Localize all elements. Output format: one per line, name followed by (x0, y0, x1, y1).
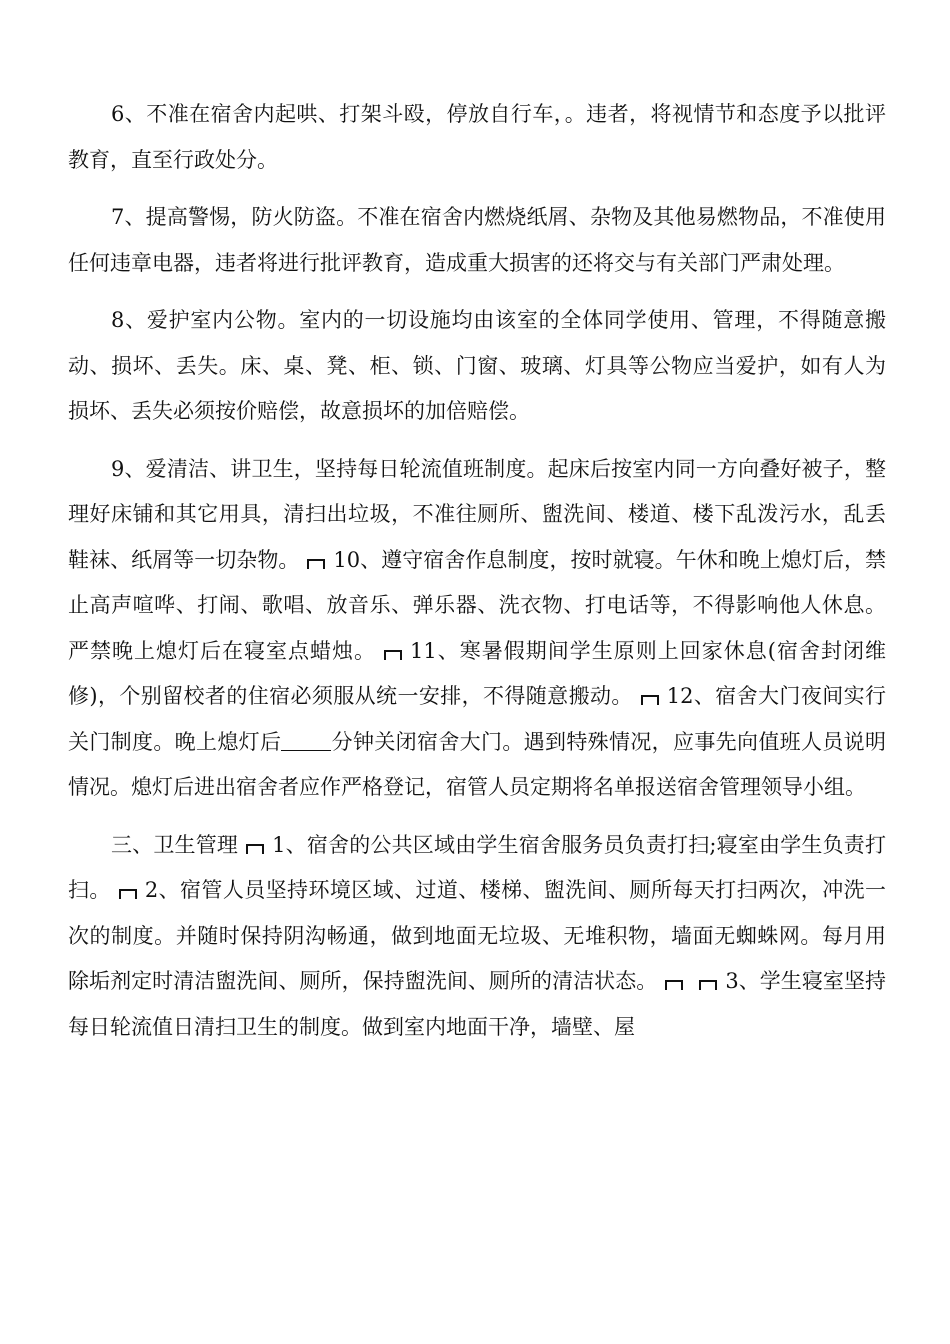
section-3-item-2: 2、宿管人员坚持环境区域、过道、楼梯、盥洗间、厕所每天打扫两次，冲洗一次的制度。并随时保持阴沟畅通，做到地面无垃圾、无堆积物，墙面无蜘蛛网。每月用除垢剂定时清洁盥洗间、厕所，保持盥洗间、厕所的清洁状态。 (68, 878, 887, 993)
rule-12-text-b: 分钟关闭宿舍大门。遇到特殊情况，应事先向值班人员说明情况。熄灯后进出宿舍者应作严格登记，宿管人员定期将名单报送宿舍管理领导小组。 (68, 729, 887, 799)
paragraph-mark-icon (382, 650, 404, 660)
paragraph-section-3 (68, 823, 886, 1051)
rule-12-text-a: 12、宿舍大门夜间实行关门制度。晚上熄灯后 (68, 684, 886, 754)
paragraph-mark-icon (697, 980, 719, 990)
paragraph-rule-7: 7、提高警惕，防火防盗。不准在宿舍内燃烧纸屑、杂物及其他易燃物品，不准使用任何违章电器，违者将进行批评教育，造成重大损害的还将交与有关部门严肃处理。 (68, 205, 886, 275)
rule-9-text: 9、爱清洁、讲卫生，坚持每日轮流值班制度。起床后按室内同一方向叠好被子，整理好床铺和其它用具，清扫出垃圾，不准往厕所、盥洗间、楼道、楼下乱泼污水，乱丢鞋袜、纸屑等一切杂物。 (68, 456, 886, 572)
paragraph-mark-icon (639, 695, 661, 705)
paragraph-rules-9-12 (68, 447, 886, 811)
paragraph-mark-icon (244, 844, 266, 854)
fill-in-blank (281, 732, 331, 751)
rule-10-text: 10、遵守宿舍作息制度，按时就寝。午休和晚上熄灯后，禁止高声喧哗、打闹、歌唱、放音乐、弹乐器、洗衣物、打电话等，不得影响他人休息。严禁晚上熄灯后在寝室点蜡烛。 (68, 547, 886, 663)
paragraph-rule-6: 6、不准在宿舍内起哄、打架斗殴，停放自行车，。违者，将视情节和态度予以批评教育，直至行政处分。 (68, 102, 886, 172)
section-3-item-1: 1、宿舍的公共区域由学生宿舍服务员负责打扫;寝室由学生负责打扫。 (68, 832, 886, 902)
paragraph-mark-icon (663, 980, 685, 990)
rule-11-text: 11、寒暑假期间学生原则上回家休息(宿舍封闭维修)，个别留校者的住宿必须服从统一安排，不得随意搬动。 (68, 638, 886, 708)
section-3-item-3: 3、学生寝室坚持每日轮流值日清扫卫生的制度。做到室内地面干净，墙壁、屋 (68, 969, 886, 1039)
paragraph-mark-icon (305, 559, 327, 569)
document-page (68, 92, 886, 1062)
section-heading: 三、卫生管理 (111, 832, 239, 857)
paragraph-rule-8: 8、爱护室内公物。室内的一切设施均由该室的全体同学使用、管理，不得随意搬动、损坏、丢失。床、桌、凳、柜、锁、门窗、玻璃、灯具等公物应当爱护，如有人为损坏、丢失必须按价赔偿，故意损坏的加倍赔偿。 (68, 308, 886, 423)
paragraph-mark-icon (117, 889, 139, 899)
